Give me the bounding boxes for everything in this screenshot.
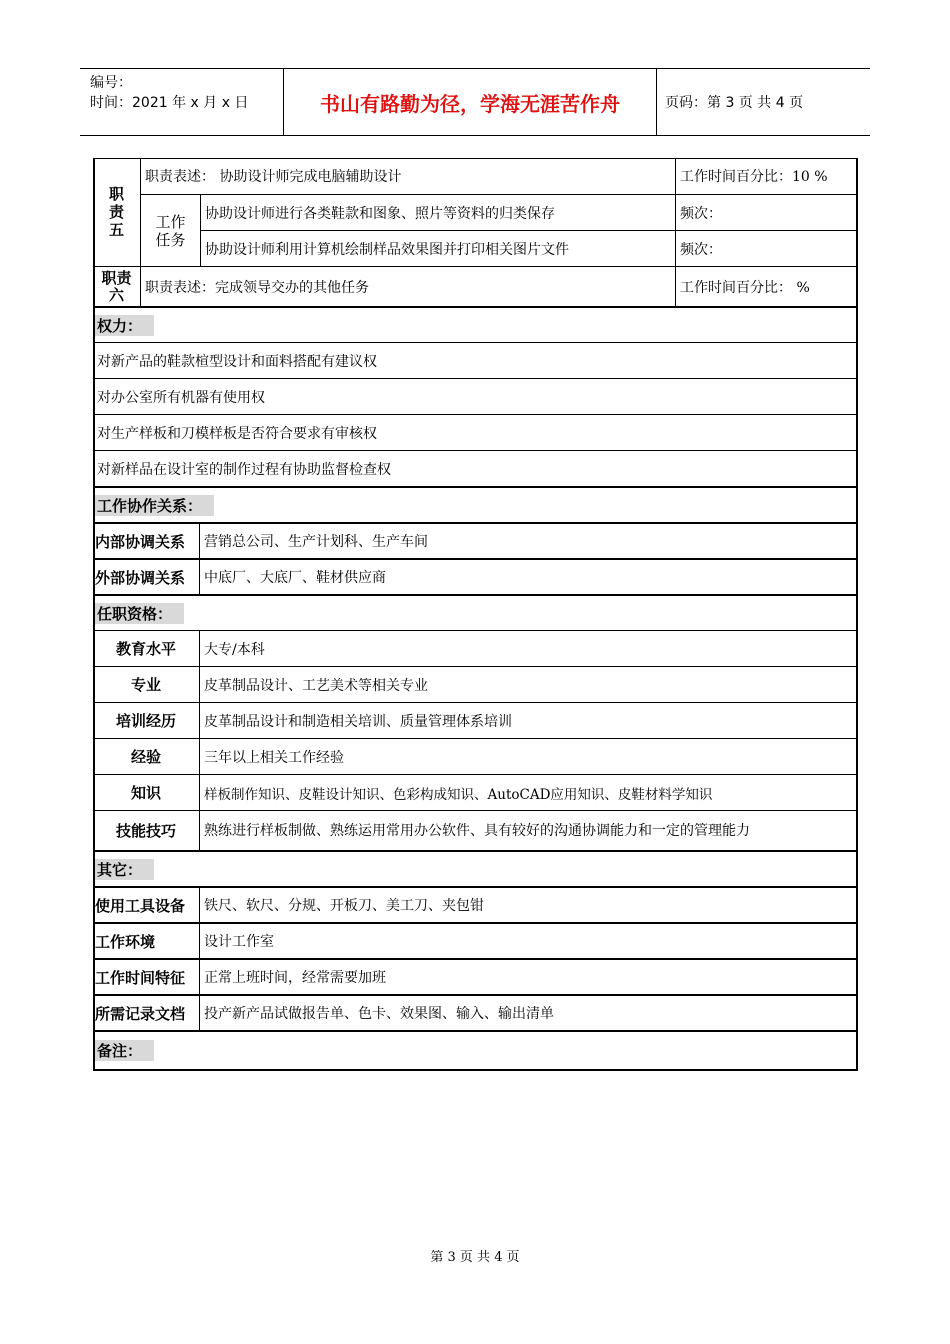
qualification-title: 任职资格： xyxy=(95,603,184,624)
qualification-label: 知识 xyxy=(93,775,200,810)
other-row xyxy=(93,886,858,922)
authority-text: 对新样品在设计室的制作过程有协助监督检查权 xyxy=(97,461,391,478)
qualification-value: 熟练进行样板制做、熟练运用常用办公软件、具有较好的沟通协调能力和一定的管理能力 xyxy=(204,822,750,839)
duty5-task: 协助设计师利用计算机绘制样品效果图并打印相关图片文件 xyxy=(201,230,676,266)
cooperation-section-header xyxy=(93,486,858,522)
page-header xyxy=(80,68,870,136)
cooperation-value: 营销总公司、生产计划科、生产车间 xyxy=(204,534,428,550)
qualification-value: 皮革制品设计、工艺美术等相关专业 xyxy=(204,677,428,694)
duty5-percent: 工作时间百分比：10 % xyxy=(680,169,828,185)
header-page-label: 页码：第 3 页 共 4 页 xyxy=(665,95,804,111)
time-label: 时间：2021 年 x 月 x 日 xyxy=(90,95,249,111)
duty5-task-freq: 频次： xyxy=(676,194,856,230)
cooperation-value: 中底厂、大底厂、鞋材供应商 xyxy=(204,570,386,586)
other-value: 铁尺、软尺、分规、开板刀、美工刀、夹包钳 xyxy=(204,898,484,914)
page-footer: 第 3 页 共 4 页 xyxy=(430,1250,520,1265)
notes-title: 备注： xyxy=(95,1040,154,1061)
duty6-percent: 工作时间百分比： % xyxy=(680,279,810,296)
duty6-description: 职责表述：完成领导交办的其他任务 xyxy=(141,267,676,306)
number-label: 编号： xyxy=(90,75,132,91)
other-label: 所需记录文档 xyxy=(93,996,200,1030)
other-value: 设计工作室 xyxy=(204,934,274,950)
authority-text: 对新产品的鞋款楦型设计和面料搭配有建议权 xyxy=(97,353,377,370)
other-value: 正常上班时间，经常需要加班 xyxy=(204,970,386,986)
other-section-header xyxy=(93,850,858,886)
qualification-section-header xyxy=(93,594,858,630)
authority-title: 权力： xyxy=(95,315,154,336)
authority-section-header xyxy=(93,306,858,342)
qualification-value: 大专/本科 xyxy=(204,641,265,658)
cooperation-title: 工作协作关系： xyxy=(95,495,214,516)
other-row xyxy=(93,958,858,994)
duty6-block xyxy=(93,266,858,306)
other-row xyxy=(93,994,858,1030)
cooperation-row xyxy=(93,522,858,558)
duty5-task: 协助设计师进行各类鞋款和图象、照片等资料的归类保存 xyxy=(201,194,676,230)
other-row xyxy=(93,922,858,958)
duty5-task-label: 工作 任务 xyxy=(141,194,201,266)
notes-section xyxy=(93,1030,858,1069)
other-title: 其它： xyxy=(95,859,154,880)
qualification-label: 经验 xyxy=(93,739,200,774)
qualification-label: 技能技巧 xyxy=(93,811,200,850)
duty5-task-freq: 频次： xyxy=(676,230,856,266)
authority-item xyxy=(93,414,858,450)
cooperation-label: 内部协调关系 xyxy=(93,524,200,558)
qualification-label: 教育水平 xyxy=(93,631,200,666)
qualification-row xyxy=(93,774,858,810)
qualification-label: 培训经历 xyxy=(93,703,200,738)
other-label: 工作环境 xyxy=(93,924,200,958)
other-value: 投产新产品试做报告单、色卡、效果图、输入、输出清单 xyxy=(204,1006,554,1022)
authority-text: 对生产样板和刀模样板是否符合要求有审核权 xyxy=(97,425,377,442)
duty5-block xyxy=(93,158,858,266)
qualification-value: 样板制作知识、皮鞋设计知识、色彩构成知识、AutoCAD应用知识、皮鞋材料学知识 xyxy=(204,786,713,803)
authority-text: 对办公室所有机器有使用权 xyxy=(97,389,265,406)
authority-item xyxy=(93,342,858,378)
cooperation-label: 外部协调关系 xyxy=(93,560,200,594)
header-motto: 书山有路勤为径，学海无涯苦作舟 xyxy=(284,69,657,135)
other-label: 工作时间特征 xyxy=(93,960,200,994)
header-meta xyxy=(80,69,284,135)
duty6-title: 职责 六 xyxy=(93,267,141,306)
authority-item xyxy=(93,450,858,486)
other-label: 使用工具设备 xyxy=(93,888,200,922)
qualification-value: 皮革制品设计和制造相关培训、质量管理体系培训 xyxy=(204,713,512,730)
qualification-value: 三年以上相关工作经验 xyxy=(204,749,344,766)
cooperation-row xyxy=(93,558,858,594)
qualification-label: 专业 xyxy=(93,667,200,702)
authority-item xyxy=(93,378,858,414)
qualification-row xyxy=(93,666,858,702)
qualification-row xyxy=(93,738,858,774)
qualification-row xyxy=(93,702,858,738)
duty5-description: 职责表述： 协助设计师完成电脑辅助设计 xyxy=(141,158,676,194)
qualification-row xyxy=(93,630,858,666)
duty5-title: 职 责 五 xyxy=(93,158,141,266)
qualification-row xyxy=(93,810,858,850)
